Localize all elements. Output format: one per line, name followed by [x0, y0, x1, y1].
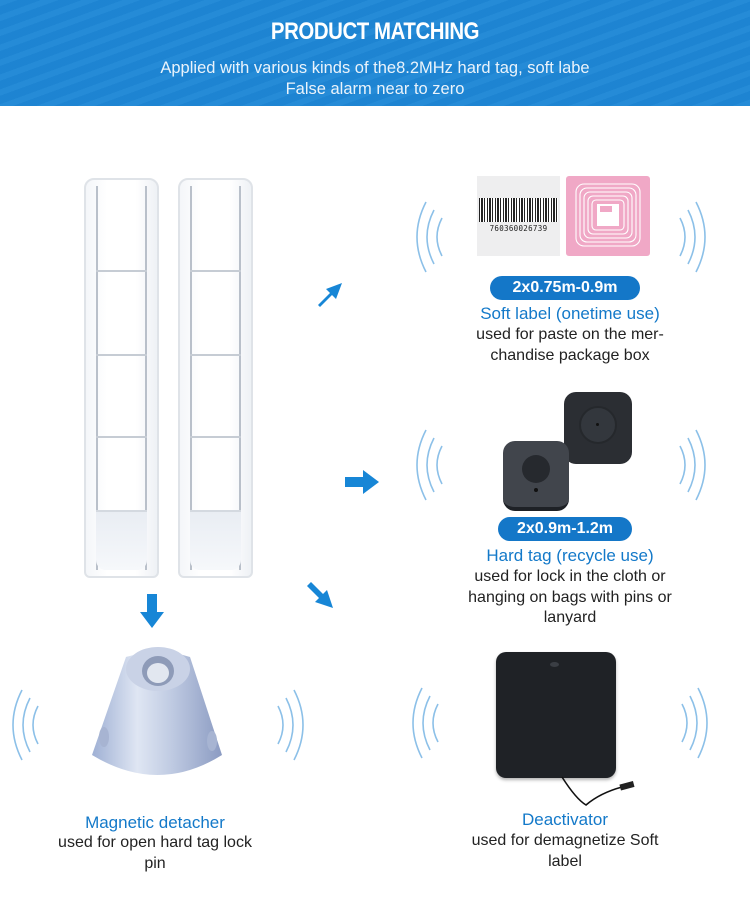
soft-label-description: used for paste on the mer- chandise package box: [476, 326, 664, 364]
banner-subtitle-line1: Applied with various kinds of the8.2MHz hard tag, soft labe: [160, 59, 590, 77]
deactivator-description: used for demagnetize Soft label: [471, 832, 659, 870]
detacher-title: Magnetic detacher: [85, 813, 225, 832]
hard-tag-image-back: [564, 392, 632, 464]
signal-waves-left-icon: [8, 680, 48, 770]
deactivator-cable-icon: [560, 775, 650, 815]
arrow-right-icon: [343, 468, 383, 498]
signal-waves-right-icon: [268, 680, 308, 770]
detacher-description: used for open hard tag lock pin: [58, 834, 252, 872]
banner-subtitle: [0, 58, 750, 100]
soft-label-title: Soft label (onetime use): [480, 304, 660, 323]
deactivator-title: Deactivator: [522, 810, 608, 829]
signal-waves-left-icon: [408, 678, 448, 768]
eas-gate-right: [178, 178, 253, 578]
arrow-down-right-icon: [303, 578, 339, 614]
signal-waves-right-icon: [670, 192, 710, 282]
barcode-number: 760360026739: [489, 224, 548, 233]
header-banner: [0, 0, 750, 106]
soft-label-range-badge: 2x0.75m-0.9m: [490, 276, 640, 300]
barcode-label-image: [477, 176, 560, 256]
signal-waves-left-icon: [412, 192, 452, 282]
eas-gate-left: [84, 178, 159, 578]
rf-soft-label-image: [566, 176, 650, 256]
signal-waves-right-icon: [670, 420, 710, 510]
hard-tag-image-front: [503, 441, 569, 511]
arrow-up-right-icon: [310, 275, 350, 315]
signal-waves-left-icon: [412, 420, 452, 510]
hard-tag-title: Hard tag (recycle use): [486, 546, 654, 565]
banner-title: PRODUCT MATCHING: [270, 18, 480, 45]
magnetic-detacher-image: [88, 645, 228, 790]
hard-tag-range-badge: 2x0.9m-1.2m: [498, 517, 632, 541]
signal-waves-right-icon: [672, 678, 712, 768]
deactivator-pad-image: [496, 652, 616, 778]
hard-tag-description: used for lock in the cloth or hanging on bags with pins or lanyard: [468, 568, 672, 626]
arrow-down-icon: [138, 592, 166, 630]
banner-subtitle-line2: False alarm near to zero: [285, 80, 465, 98]
